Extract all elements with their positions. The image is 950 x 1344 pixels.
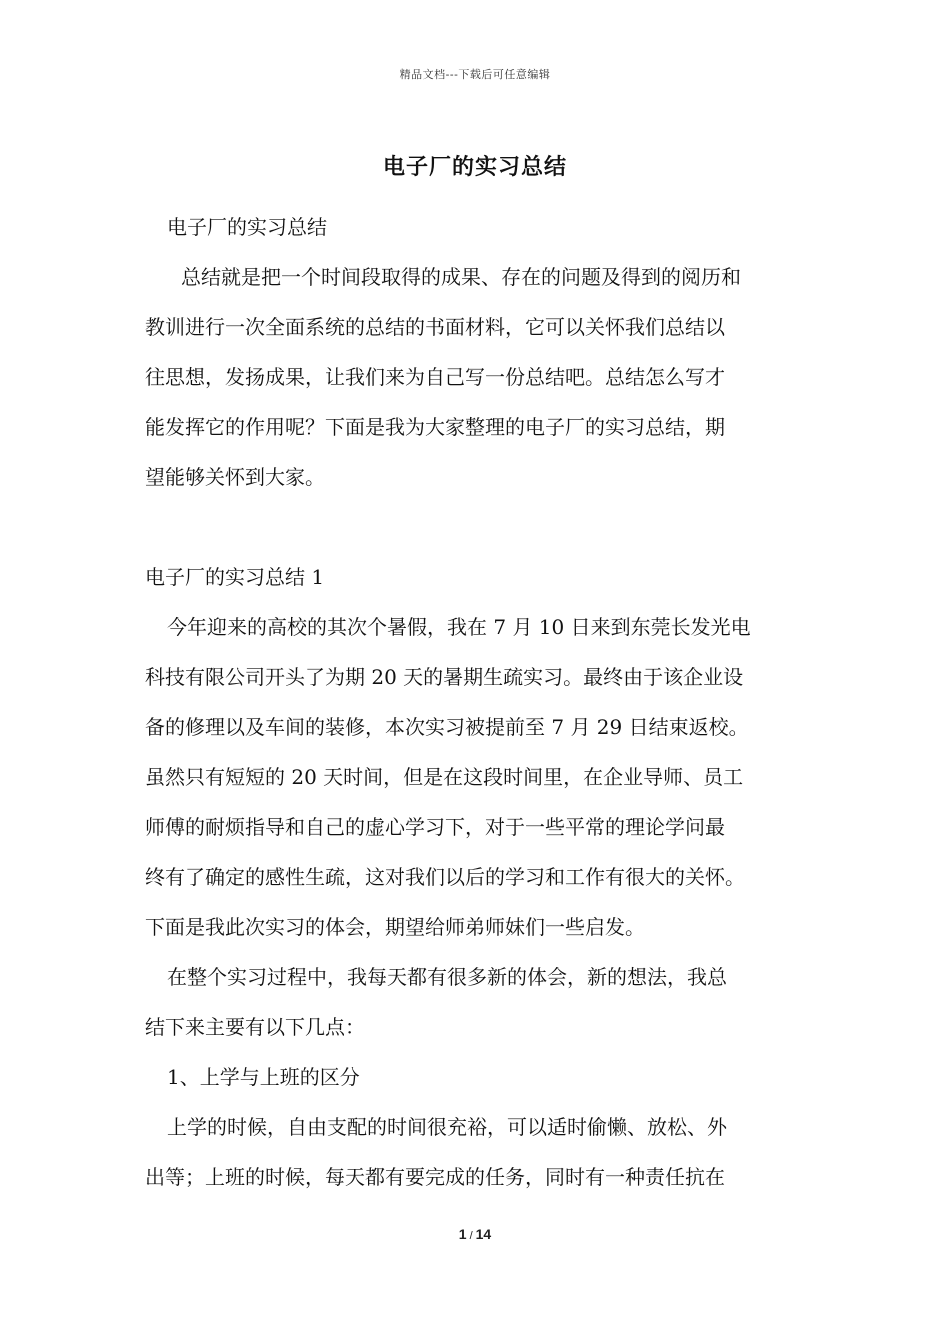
paragraph-line: 教训进行一次全面系统的总结的书面材料，它可以关怀我们总结以 [145, 315, 725, 339]
paragraph-line: 能发挥它的作用呢？下面是我为大家整理的电子厂的实习总结，期 [145, 415, 725, 439]
paragraph-line: 下面是我此次实习的体会，期望给师弟师妹们一些启发。 [145, 915, 645, 939]
section-heading: 电子厂的实习总结 1 [145, 565, 325, 589]
paragraph-line: 师傅的耐烦指导和自己的虚心学习下，对于一些平常的理论学问最 [145, 815, 725, 839]
paragraph-line: 上学的时候，自由支配的时间很充裕，可以适时偷懒、放松、外 [167, 1115, 727, 1139]
paragraph-line: 虽然只有短短的 20 天时间，但是在这段时间里，在企业导师、员工 [145, 765, 744, 789]
current-page: 1 [458, 1226, 467, 1242]
paragraph-line: 结下来主要有以下几点： [145, 1015, 365, 1039]
blank-line [145, 502, 817, 552]
paragraph-line: 出等；上班的时候，每天都有要完成的任务，同时有一种责任抗在 [145, 1165, 725, 1189]
paragraph-line: 在整个实习过程中，我每天都有很多新的体会，新的想法，我总 [167, 965, 727, 989]
paragraph-line: 终有了确定的感性生疏，这对我们以后的学习和工作有很大的关怀。 [145, 865, 745, 889]
header-note: 精品文档---下载后可任意编辑 [399, 68, 551, 81]
document-body [145, 202, 817, 1202]
document-title: 电子厂的实习总结 [382, 154, 567, 180]
paragraph-line: 总结就是把一个时间段取得的成果、存在的问题及得到的阅历和 [181, 265, 741, 289]
paragraph-line: 今年迎来的高校的其次个暑假，我在 7 月 10 日来到东莞长发光电 [167, 615, 751, 639]
paragraph-line: 备的修理以及车间的装修，本次实习被提前至 7 月 29 日结束返校。 [145, 715, 749, 739]
page-number [0, 1226, 950, 1242]
paragraph-line: 往思想，发扬成果，让我们来为自己写一份总结吧。总结怎么写才 [145, 365, 725, 389]
total-pages: 14 [475, 1226, 492, 1242]
list-item-heading: 1、上学与上班的区分 [167, 1065, 360, 1089]
page-separator: / [469, 1230, 473, 1242]
subtitle-line: 电子厂的实习总结 [167, 215, 327, 239]
paragraph-line: 科技有限公司开头了为期 20 天的暑期生疏实习。最终由于该企业设 [145, 665, 744, 689]
paragraph-line: 望能够关怀到大家。 [145, 465, 325, 489]
